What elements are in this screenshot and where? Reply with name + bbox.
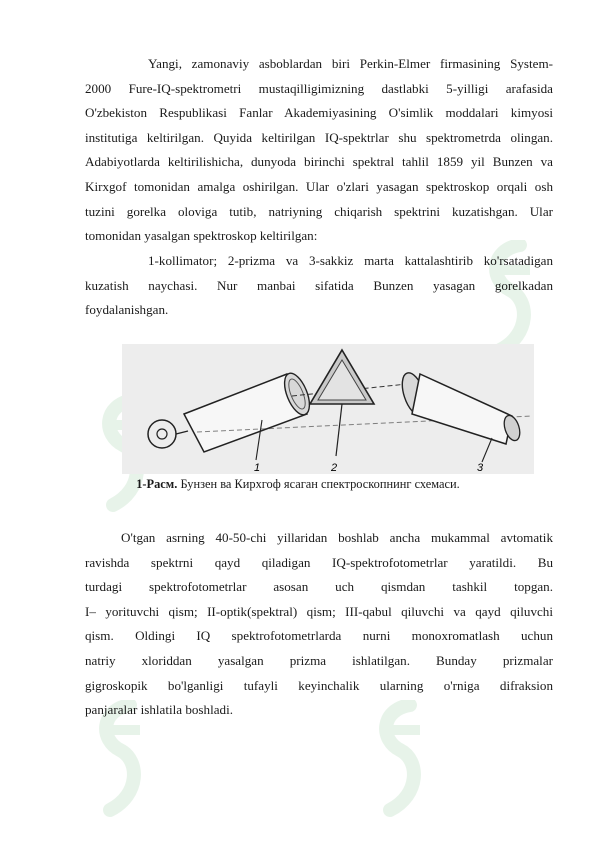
text-line: tuzini gorelka oloviga tutib, natriyning chiqarish spektrini kuzatishgan. Ular bbox=[85, 203, 553, 219]
text-line: O'zbekiston Respublikasi Fanlar Akademiyasining O'simlik moddalari kimyosi bbox=[85, 105, 553, 121]
text-line: natriy xloriddan yasalgan prizma ishlatilgan. Bunday prizmalar bbox=[85, 652, 553, 668]
paragraph-3 bbox=[85, 526, 553, 723]
text-line: O'tgan asrning 40-50-chi yillaridan boshlab ancha mukammal avtomatik bbox=[121, 530, 553, 545]
paragraph-2 bbox=[85, 249, 553, 323]
text-line: tomonidan yasalgan spektroskop keltirilgan: bbox=[85, 228, 318, 244]
caption-number: 1-Расм. bbox=[136, 477, 178, 491]
paragraph-1 bbox=[85, 52, 553, 249]
figure-caption bbox=[0, 477, 596, 492]
text-line: panjaralar ishlatila boshladi. bbox=[85, 702, 233, 718]
figure-label-2: 2 bbox=[331, 462, 338, 474]
text-line: institutiga keltirilgan. Quyida keltirilgan IQ-spektrlar shu spektrometrda olingan. bbox=[85, 129, 553, 145]
text-line: 1-kollimator; 2-prizma va 3-sakkiz marta kattalashtirib ko'rsatadigan bbox=[148, 253, 553, 268]
spectroscope-diagram bbox=[122, 344, 534, 474]
text-line: Yangi, zamonaviy asboblardan biri Perkin-Elmer firmasining System- bbox=[148, 56, 553, 71]
text-line: Adabiyotlarda keltirilishicha, dunyoda birinchi spektral tahlil 1859 yil Bunzen va bbox=[85, 154, 553, 170]
text-line: gigroskopik bo'lganligi tufayli keyinchalik ularning o'rniga difraksion bbox=[85, 677, 553, 693]
caption-text: Бунзен ва Кирхгоф ясаган спектроскопнинг схемаси. bbox=[180, 477, 460, 491]
text-line: Kirxgof tomonidan amalga oshirilgan. Ular o'zlari yasagan spektroskop orqali osh bbox=[85, 178, 553, 194]
figure-label-3: 3 bbox=[477, 462, 484, 474]
text-line: I– yorituvchi qism; II-optik(spektral) qism; III-qabul qiluvchi va qayd qiluvchi bbox=[85, 603, 553, 619]
spectroscope-figure bbox=[122, 344, 534, 474]
text-line: kuzatish naychasi. Nur manbai sifatida Bunzen yasagan gorelkadan bbox=[85, 277, 553, 293]
text-line: ravishda spektrni qayd qiladigan IQ-spektrofotometrlar yaratildi. Bu bbox=[85, 554, 553, 570]
figure-label-1: 1 bbox=[254, 462, 261, 474]
text-line: 2000 Fure-IQ-spektrometri mustaqilligimizning dastlabki 5-yilligi arafasida bbox=[85, 80, 553, 96]
text-line: turdagi spektrofotometrlar asosan uch qismdan tashkil topgan. bbox=[85, 579, 553, 595]
text-line: foydalanishgan. bbox=[85, 302, 169, 318]
text-line: qism. Oldingi IQ spektrofotometrlarda nurni monoxromatlash uchun bbox=[85, 628, 553, 644]
